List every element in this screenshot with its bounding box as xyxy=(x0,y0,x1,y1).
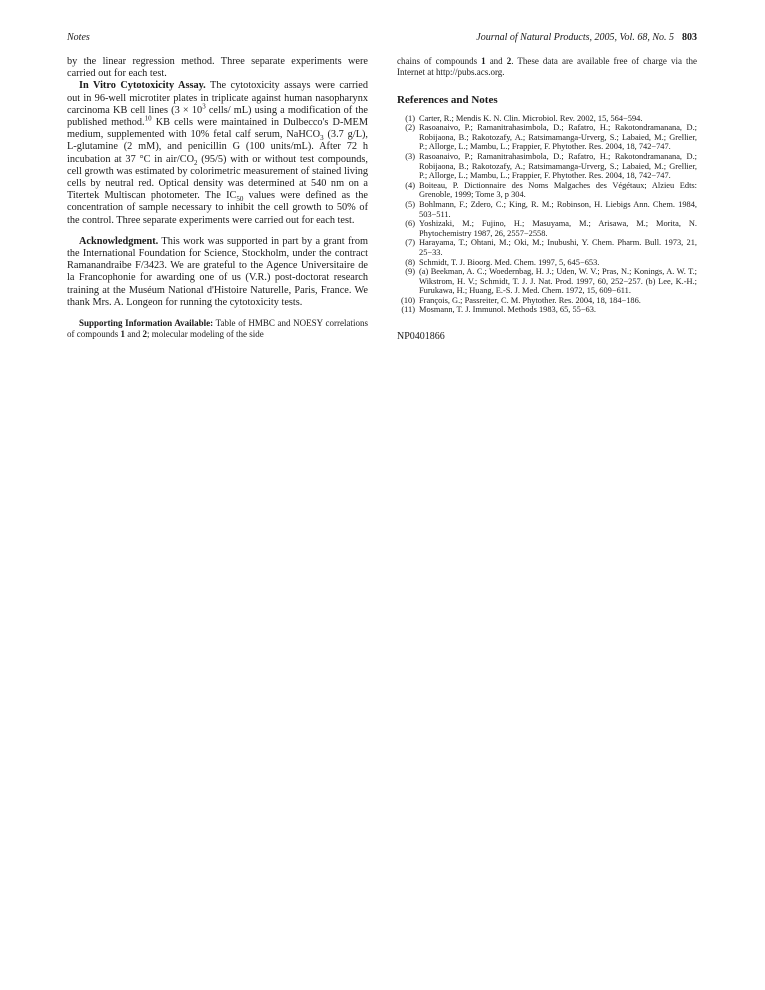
paragraph-regression: by the linear regression method. Three separate experiments were carried out for each test. xyxy=(67,56,368,80)
running-header xyxy=(67,32,697,46)
supporting-information: Supporting Information Available: Table of HMBC and NOESY correlations of compounds 1 and 2; molecular modeling of the side xyxy=(67,318,368,339)
journal-info: Journal of Natural Products, 2005, Vol. 68, No. 5 xyxy=(476,32,674,43)
page-number: 803 xyxy=(682,32,697,43)
supporting-information-continued: chains of compounds 1 and 2. These data are available free of charge via the Internet at http://pubs.acs.org. xyxy=(397,56,697,77)
reference-item: (8) Schmidt, T. J. Bioorg. Med. Chem. 1997, 5, 645−653. xyxy=(405,257,600,267)
references-title: References and Notes xyxy=(397,93,498,106)
reference-item: (1) Carter, R.; Mendis K. N. Clin. Microbiol. Rev. 2002, 15, 564−594. xyxy=(405,113,643,123)
section-name: Notes xyxy=(67,32,90,43)
paragraph-acknowledgment: Acknowledgment. This work was supported in part by a grant from the International Foundation for Science, Stockholm, under the contract Ramanandraibe F/3423. We are grateful to the Agence Universitaire de la Francophonie for awarding one of us (V.R.) post-doctorat research training at the Muséum National d'Histoire Naturelle, Paris, France. We thank Mrs. A. Longeon for running the cytotoxicity tests. xyxy=(67,235,368,308)
reference-item: (10) François, G.; Passreiter, C. M. Phytother. Res. 2004, 18, 184−186. xyxy=(401,295,641,305)
citation-ref-10: 10 xyxy=(144,114,152,123)
supporting-info-heading: Supporting Information Available: xyxy=(79,318,214,329)
reference-item: (11) Mosmann, T. J. Immunol. Methods 1983, 65, 55−63. xyxy=(401,305,597,315)
reference-item: (4) Boiteau, P. Dictionnaire des Noms Malgaches des Végétaux; Alzieu Edts: Grenoble, 1999; Tome 3, p 304. xyxy=(405,180,697,200)
references-list xyxy=(397,114,697,315)
reference-item: (9) (a) Beekman, A. C.; Woedernbag, H. J.; Uden, W. V.; Pras, N.; Konings, A. W. T.; Wikstrom, H. V.; Schmidt, T. J. J. Nat. Prod. 1997, 60, 252−257. (b) Lee, K.-H.; Furukawa, H.; Huang, E.-S. J. Med. Chem. 1972, 15, 609−611. xyxy=(405,267,697,296)
reference-item: (3) Rasoanaivo, P.; Ramanitrahasimbola, D.; Rafatro, H.; Rakotondramanana, D.; Robijaona, B.; Rakotozafy, A.; Ratsimamanga-Urverg, S.; Labaied, M.; Grellier, P.; Allorge, L.; Mambu, L.; Frappier, F. Phytother. Res. 2004, 18, 742−747. xyxy=(405,151,697,181)
manuscript-code: NP0401866 xyxy=(397,331,445,343)
acknowledgment-heading: Acknowledgment. xyxy=(79,235,159,247)
right-column xyxy=(397,56,697,342)
supporting-info-url: . These data are available free of charge via the Internet at http://pubs.acs.org. xyxy=(397,56,697,77)
reference-item: (5) Bohlmann, F.; Zdero, C.; King, R. M.; Robinson, H. Liebigs Ann. Chem. 1984, 503−511. xyxy=(405,199,697,219)
reference-item: (6) Yoshizaki, M.; Fujino, H.; Masuyama, M.; Arisawa, M.; Morita, N. Phytochemistry 1987, 26, 2557−2558. xyxy=(405,219,697,238)
reference-item: (7) Harayama, T.; Ohtani, M.; Oki, M.; Inubushi, Y. Chem. Pharm. Bull. 1973, 21, 25−33. xyxy=(405,238,697,257)
cytotoxicity-heading: In Vitro Cytotoxicity Assay. xyxy=(79,80,206,92)
reference-item: (2) Rasoanaivo, P.; Ramanitrahasimbola, D.; Rafatro, H.; Rakotondramanana, D.; Robijaona, B.; Rakotozafy, A.; Ratsimamanga-Urverg, S.; Labaied, M.; Grellier, P.; Allorge, L.; Mambu, L.; Frappier, F. Phytother. Res. 2004, 18, 742−747. xyxy=(405,123,697,152)
paragraph-cytotoxicity: In Vitro Cytotoxicity Assay. The cytotoxicity assays were carried out in 96-well microtiter plates in triplicate against human nasopharynx carcinoma KB cell lines ($3 \times 10^3$ cells/ mL) using a modification of the published method.$^{10}$ KB cells were maintained in Dulbecco's D-MEM medium, supplemented with 10% fetal calf serum, NaHCO$_3$ (3.7 g/L), L-glutamine (2 mM), and penicillin G (100 units/mL). After 72 h incubation at 37 °C in air/$CO_2$ (95/5) with or without test compounds, cell growth was estimated by colorimetric measurement of stained living cells by neutral red. Optical density was determined at 540 nm on a Titertek Multiscan photometer. The $IC_{50}$ values were defined as the concentration of sample necessary to inhibit the cell growth to 50% of the control. Three separate experiments were carried out for each test. xyxy=(67,80,368,226)
journal-citation xyxy=(476,32,697,43)
left-column xyxy=(67,56,368,340)
